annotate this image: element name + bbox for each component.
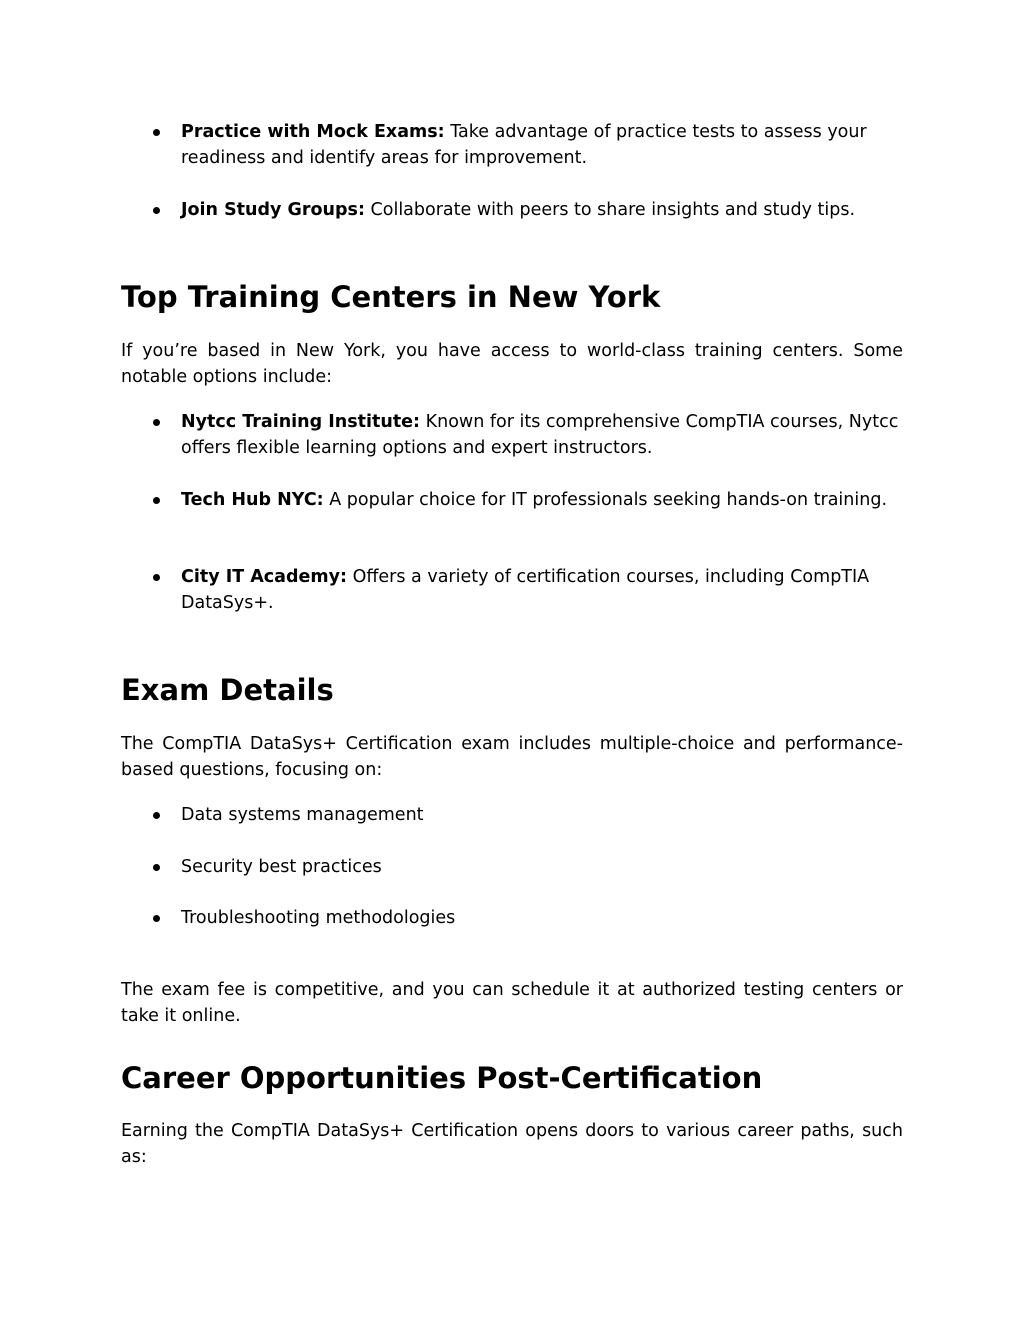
exam-topics-list: [121, 802, 903, 828]
bullet-icon: [153, 864, 160, 871]
list-item-text: Take advantage of practice tests to assess your readiness and identify areas for improvement.: [181, 122, 867, 168]
training-intro: If you’re based in New York, you have access to world-class training centers. Some notable options include:: [121, 341, 903, 387]
list-item-text: Data systems management: [181, 805, 424, 825]
list-item-text: Collaborate with peers to share insights and study tips.: [364, 200, 856, 220]
bullet-icon: [153, 497, 160, 504]
bullet-icon: [153, 419, 160, 426]
list-item-text: Security best practices: [181, 857, 382, 877]
list-item-title: Practice with Mock Exams:: [181, 122, 445, 142]
list-item: [121, 802, 903, 828]
list-item-title: Nytcc Training Institute:: [181, 412, 421, 432]
list-item-text: Troubleshooting methodologies: [181, 908, 456, 928]
bullet-icon: [153, 915, 160, 922]
bullet-icon: [153, 129, 160, 136]
list-item: [121, 197, 903, 223]
study-tips-list-2: [121, 197, 903, 223]
exam-intro: The CompTIA DataSys+ Certification exam includes multiple-choice and performance-based questions, focusing on:: [121, 734, 903, 780]
exam-topics-list-3: [121, 905, 903, 931]
exam-fee-text: The exam fee is competitive, and you can schedule it at authorized testing centers or take it online.: [121, 980, 903, 1026]
bullet-icon: [153, 574, 160, 581]
list-item: [121, 854, 903, 880]
training-centers-list: [121, 409, 903, 461]
list-item: [121, 487, 903, 513]
bullet-icon: [153, 812, 160, 819]
section-heading-exam: Exam Details: [121, 673, 334, 707]
training-centers-list-2: [121, 487, 903, 513]
list-item-text: A popular choice for IT professionals seeking hands-on training.: [323, 490, 888, 510]
list-item-title: Tech Hub NYC:: [181, 490, 324, 510]
list-item: [121, 905, 903, 931]
list-item: [121, 409, 903, 461]
section-heading-career: Career Opportunities Post-Certification: [121, 1061, 763, 1095]
list-item-title: Join Study Groups:: [181, 200, 365, 220]
bullet-icon: [153, 207, 160, 214]
list-item-text: Offers a variety of certification courses, including CompTIA DataSys+.: [181, 567, 870, 613]
training-centers-list-3: [121, 564, 903, 616]
list-item-title: City IT Academy:: [181, 567, 348, 587]
exam-topics-list-2: [121, 854, 903, 880]
career-intro: Earning the CompTIA DataSys+ Certification opens doors to various career paths, such as:: [121, 1121, 903, 1167]
list-item: [121, 119, 903, 171]
list-item-text: Known for its comprehensive CompTIA courses, Nytcc offers flexible learning options and expert instructors.: [181, 412, 899, 458]
list-item: [121, 564, 903, 616]
study-tips-list: [121, 119, 903, 171]
section-heading-training: Top Training Centers in New York: [121, 280, 661, 314]
